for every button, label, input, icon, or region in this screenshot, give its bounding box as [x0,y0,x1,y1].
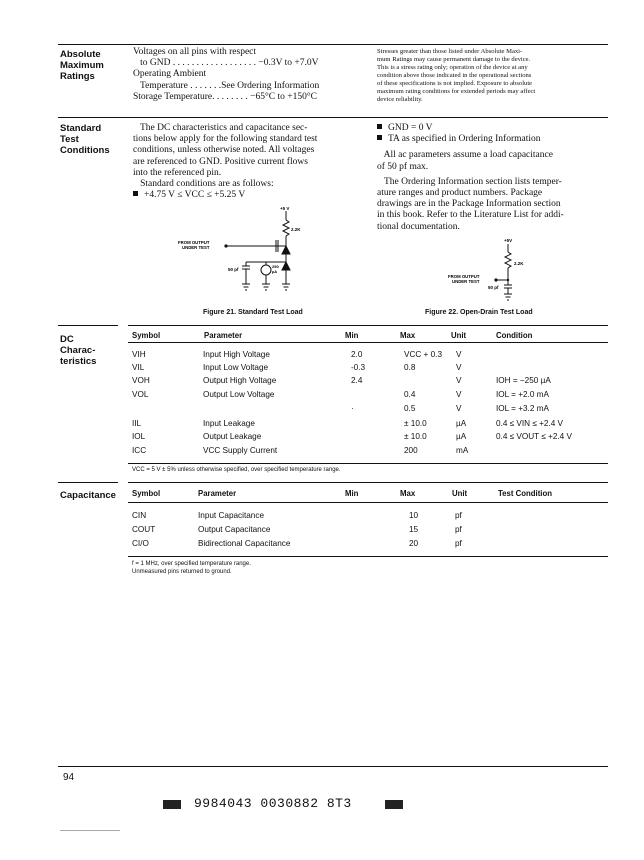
dc-cell-max: 0.5 [404,404,416,413]
text-line: drawings are in the Package Information section [377,199,561,210]
text-line: of these specifications is not implied. Exposure to absolute [377,80,533,87]
dc-header-max: Max [400,331,416,340]
cap-cell-parameter: Input Capacitance [198,511,264,520]
dc-cell-parameter: Output Low Voltage [203,390,275,399]
resistor-label: 2.2K [514,261,524,266]
capacitor-label: 50 pf [488,285,499,290]
figure22-caption: Figure 22. Open-Drain Test Load [425,309,533,316]
dc-cell-unit: mA [456,446,469,455]
cap-header-min: Min [345,489,359,498]
dc-header-parameter: Parameter [204,331,243,340]
text-line: tional documentation. [377,221,460,232]
text-line: to GND . . . . . . . . . . . . . . . . . . −0.3V to +7.0V [133,58,319,69]
cap-header-test-condition: Test Condition [498,489,552,498]
dc-cell-max: ± 10.0 [404,432,427,441]
text-line: ature ranges and product numbers. Package [377,188,543,199]
text-line: mum Ratings may cause permanent damage to the device. [377,56,531,63]
dc-cell-parameter: Input Leakage [203,419,255,428]
gnd-bullet [377,123,609,134]
figure22-open-drain-test-load [440,236,550,306]
cap-bottom-rule [128,556,608,557]
dc-header-condition: Condition [496,331,533,340]
barcode-block-right [385,800,403,809]
text-line: All ac parameters assume a load capacitance [377,150,553,161]
footer-rule [58,766,608,767]
heading-line: DC [60,334,74,345]
heading-line: teristics [60,356,97,367]
heading-line: Conditions [60,145,110,156]
dc-cell-unit: V [456,350,462,359]
heading-line: Absolute [60,49,101,60]
section-rule-right [128,325,608,326]
section-rule-right [128,482,608,483]
dc-cell-symbol: VIH [132,350,146,359]
barcode-block-left [163,800,181,809]
dc-cell-parameter: Output Leakage [203,432,262,441]
dc-cell-symbol: VOH [132,376,150,385]
text-line: Temperature . . . . . . .See Ordering Information [133,80,320,91]
stress-warning [377,48,609,104]
dc-cell-condition: 0.4 ≤ VOUT ≤ +2.4 V [496,432,572,441]
dc-cell-max: 0.8 [404,363,416,372]
dc-cell-symbol: IOL [132,432,146,441]
dc-header-unit: Unit [451,331,467,340]
cap-note: Unmeasured pins returned to ground. [132,569,232,575]
section-rule-left [58,482,118,483]
section-rule-left [58,325,118,326]
ta-text: TA as specified in Ordering Information [388,134,541,145]
dc-cell-max: 0.4 [404,390,416,399]
bullet-icon [133,191,138,196]
from-output-label: FROM OUTPUT [448,274,480,279]
text-line: Operating Ambient [133,69,207,80]
current-source-unit: µA [272,269,278,274]
bullet-icon [377,135,382,140]
absolute-ratings-heading [60,49,104,82]
cap-cell-parameter: Output Capacitance [198,525,271,534]
cap-cell-symbol: CIN [132,511,147,520]
cap-cell-max: 15 [409,525,419,534]
cap-note: f = 1 MHz, over specified temperature range. [132,561,251,567]
standard-conditions-right [377,123,609,233]
top-rule [58,44,608,45]
dc-cell-symbol: VIL [132,363,145,372]
capacitor-label: 50 pf [228,267,239,272]
cap-cell-unit: pf [455,511,462,520]
cap-header-parameter: Parameter [198,489,237,498]
cap-header-max: Max [400,489,416,498]
dc-cell-condition: IOH = −250 µA [496,376,551,385]
text-line: Storage Temperature. . . . . . . . −65°C to +150°C [133,91,317,102]
text-line: The Ordering Information section lists temper- [377,176,562,187]
cap-header-rule [128,502,608,503]
section-rule [58,117,608,118]
text-line: Voltages on all pins with respect [133,47,257,57]
bullet-icon [377,124,382,129]
standard-conditions-text [133,123,373,201]
cap-header-unit: Unit [452,489,468,498]
heading-line: Maximum [60,60,104,71]
heading-line: Standard [60,123,102,134]
dc-cell-unit: V [456,363,462,372]
cap-cell-parameter: Bidirectional Capacitance [198,539,291,548]
dc-cell-min: 2.0 [351,350,363,359]
text-line: maximum rating conditions for extended periods may affect [377,88,536,95]
dc-cell-min: · [351,404,354,413]
heading-line: Ratings [60,71,95,82]
cap-cell-max: 20 [409,539,419,548]
text-line: tions below apply for the following standard test [133,134,318,145]
text-line: Standard conditions are as follows: [133,179,274,190]
dc-cell-unit: V [456,404,462,413]
heading-line: Charac- [60,345,96,356]
dc-heading [60,334,96,367]
cap-cell-unit: pf [455,539,462,548]
ta-bullet [377,134,609,145]
dc-header-rule [128,342,608,343]
standard-conditions-heading [60,123,110,156]
dc-header-symbol: Symbol [132,331,161,340]
dc-cell-unit: V [456,390,462,399]
dc-cell-unit: µA [456,419,467,428]
dc-cell-unit: µA [456,432,467,441]
figure21-standard-test-load [170,202,330,304]
under-test-label: UNDER TEST [182,245,210,250]
cap-cell-symbol: COUT [132,525,156,534]
cap-cell-symbol: CI/O [132,539,149,548]
heading-line: Test [60,134,79,145]
capacitance-heading: Capacitance [60,490,116,501]
text-line: in this book. Refer to the Literature List for addi- [377,210,564,221]
vplus-label: +5 V [280,206,290,211]
cap-cell-unit: pf [455,525,462,534]
text-line: This is a stress rating only; operation of the device at any [377,64,528,71]
dc-cell-condition: IOL = +3.2 mA [496,404,549,413]
dc-cell-max: ± 10.0 [404,419,427,428]
dc-cell-parameter: VCC Supply Current [203,446,278,455]
text-line: device reliability. [377,96,423,103]
dc-cell-max: VCC + 0.3 [404,350,442,359]
dc-cell-parameter: Input Low Voltage [203,363,269,372]
dc-cell-parameter: Output High Voltage [203,376,277,385]
figure21-caption: Figure 21. Standard Test Load [203,309,303,316]
dc-cell-symbol: VOL [132,390,149,399]
text-line: The DC characteristics and capacitance sec- [133,123,308,133]
dc-cell-symbol: IIL [132,419,142,428]
absolute-ratings-text [133,47,373,103]
page-number: 94 [63,772,75,783]
text-line: of 50 pf max. [377,161,429,172]
text-line: are referenced to GND. Positive current flows [133,156,308,167]
dc-cell-parameter: Input High Voltage [203,350,270,359]
current-source-label: 250 [272,264,279,269]
under-test-label: UNDER TEST [452,279,480,284]
gnd-text: GND = 0 V [388,123,433,133]
dc-cell-unit: V [456,376,462,385]
vcc-bullet [133,190,373,201]
dc-note: VCC = 5 V ± 5% unless otherwise specified, over specified temperature range. [132,467,341,473]
resistor-label: 2.2K [291,227,301,232]
from-output-label: FROM OUTPUT [178,240,210,245]
text-line: conditions, unless otherwise noted. All voltages [133,145,315,156]
vplus-label: +5V [504,238,513,243]
dc-cell-condition: IOL = +2.0 mA [496,390,549,399]
cap-cell-max: 10 [409,511,419,520]
dc-cell-symbol: ICC [132,446,147,455]
text-line: condition above those indicated in the operational sections [377,72,532,79]
text-line: into the referenced pin. [133,167,222,178]
dc-cell-min: 2.4 [351,376,363,385]
cap-header-symbol: Symbol [132,489,161,498]
text-line: Stresses greater than those listed under Absolute Maxi- [377,48,523,55]
dc-header-min: Min [345,331,359,340]
vcc-range: +4.75 V ≤ VCC ≤ +5.25 V [144,190,246,201]
dc-bottom-rule [128,463,608,464]
dc-cell-condition: 0.4 ≤ VIN ≤ +2.4 V [496,419,564,428]
dc-cell-min: -0.3 [351,363,366,372]
barcode-text: 9984043 0030882 8T3 [194,796,352,811]
footer-faint-rule [60,830,120,831]
dc-cell-max: 200 [404,446,418,455]
